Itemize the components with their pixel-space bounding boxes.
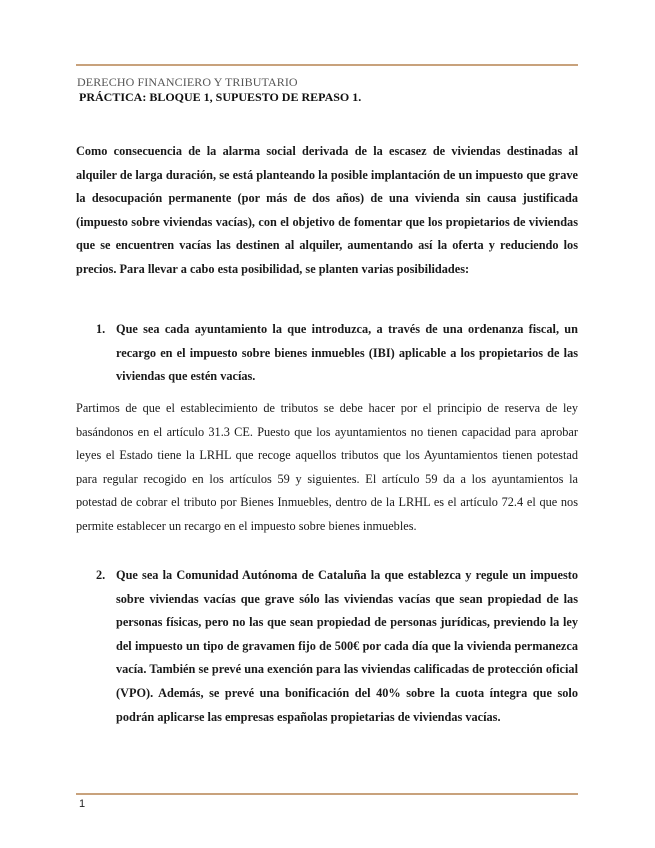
page-number: 1 xyxy=(79,798,86,810)
list-item-2 xyxy=(96,564,578,729)
list-item-text: Que sea cada ayuntamiento la que introduzca, a través de una ordenanza fiscal, un recargo en el impuesto sobre bienes inmuebles (IBI) aplicable a los propietarios de las viviendas que estén vacías. xyxy=(116,322,578,384)
list-item-1 xyxy=(96,318,578,389)
list-item-number: 2. xyxy=(96,568,106,582)
answer-paragraph-1: Partimos de que el establecimiento de tributos se debe hacer por el principio de reserva de ley basándonos en el artículo 31.3 CE. Puesto que los ayuntamientos no tienen capacidad para aprobar leyes el Estado tiene la LRHL que recoge aquellos tributos que los Ayuntamientos tienen potestad para regular recogido en los artículos 59 y siguientes. El artículo 59 da a los ayuntamientos la potestad de cobrar el tributo por Bienes Inmuebles, dentro de la LRHL es el artículo 72.4 el que nos permite establecer un recargo en el impuesto sobre bienes inmuebles. xyxy=(76,401,578,533)
intro-paragraph: Como consecuencia de la alarma social derivada de la escasez de viviendas destinadas al alquiler de larga duración, se está planteando la posible implantación de un impuesto que grave la desocupación permanente (por más de dos años) de una vivienda sin causa justificada (impuesto sobre viviendas vacías), con el objetivo de fomentar que los propietarios de viviendas que se encuentren vacías las destinen al alquiler, aumentando así la oferta y reduciendo los precios. Para llevar a cabo esta posibilidad, se planten varias posibilidades: xyxy=(76,144,578,276)
header-rule xyxy=(76,64,578,66)
header-title: PRÁCTICA: BLOQUE 1, SUPUESTO DE REPASO 1. xyxy=(79,90,362,104)
footer-rule xyxy=(76,793,578,795)
list-item-text: Que sea la Comunidad Autónoma de Cataluña la que establezca y regule un impuesto sobre viviendas vacías que grave sólo las viviendas vacías que sean propiedad de las personas físicas, pero no las que sean propiedad de personas jurídicas, previendo la ley del impuesto un tipo de gravamen fijo de 500€ por cada día que la vivienda permanezca vacía. También se prevé una exención para las viviendas calificadas de protección oficial (VPO). Además, se prevé una bonificación del 40% sobre la cuota íntegra que solo podrán aplicarse las empresas españolas propietarias de viviendas vacías. xyxy=(116,568,578,724)
header-subject: DERECHO FINANCIERO Y TRIBUTARIO xyxy=(77,75,298,89)
list-item-number: 1. xyxy=(96,322,106,336)
